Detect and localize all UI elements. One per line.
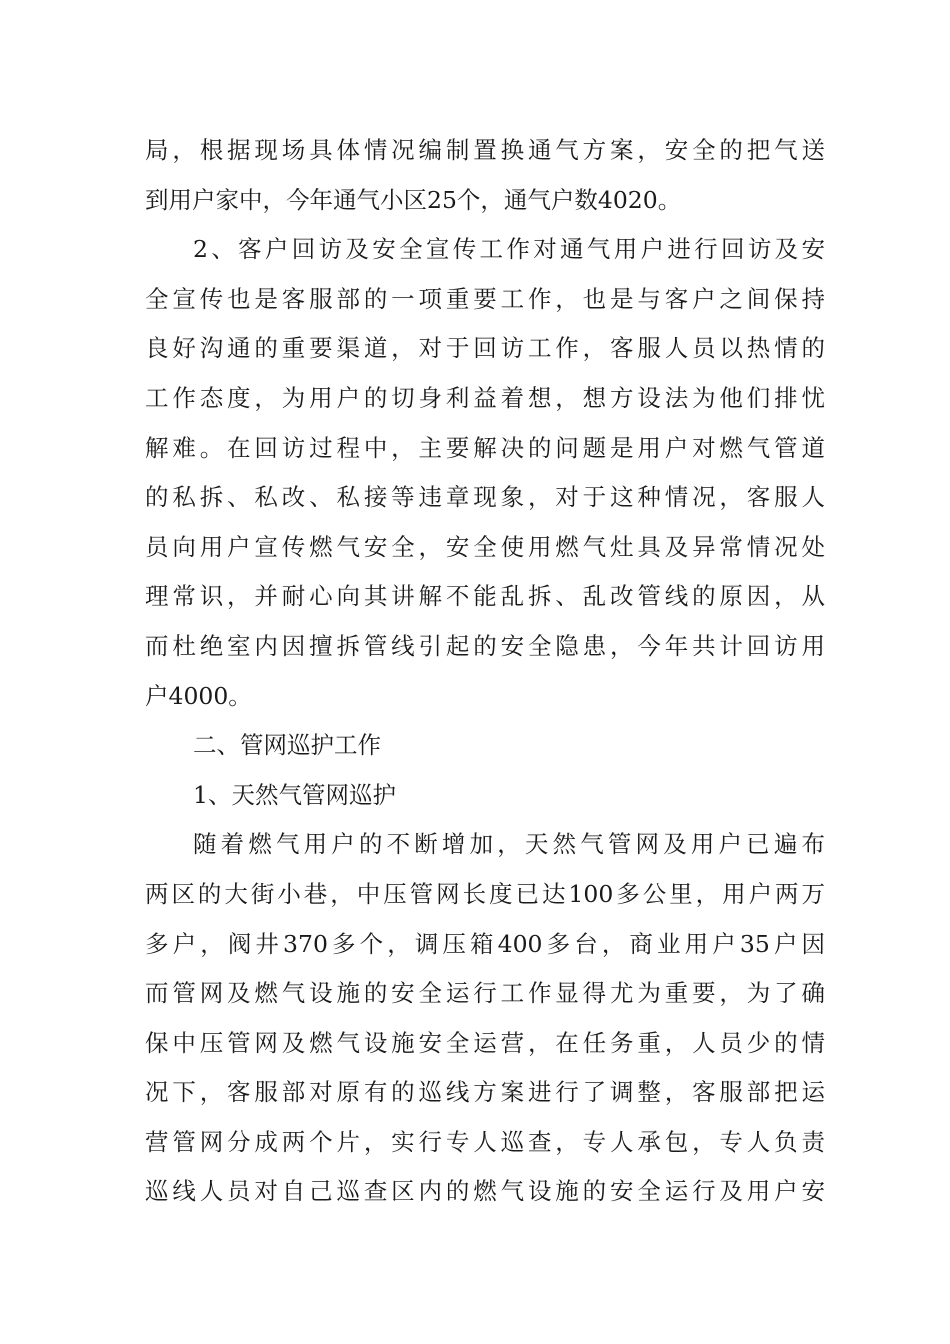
paragraph-line: 保中压管网及燃气设施安全运营，在任务重，人员少的情 xyxy=(145,1028,825,1057)
paragraph-line: 多户，阀井370多个，调压箱400多台，商业用户35户因 xyxy=(145,929,825,958)
section-heading: 二、管网巡护工作 xyxy=(193,731,381,760)
paragraph-line: 解难。在回访过程中，主要解决的问题是用户对燃气管道 xyxy=(145,433,825,462)
paragraph-line: 户4000。 xyxy=(145,681,252,710)
paragraph-line: 良好沟通的重要渠道，对于回访工作，客服人员以热情的 xyxy=(145,334,825,363)
paragraph-line: 营管网分成两个片，实行专人巡查，专人承包，专人负责 xyxy=(145,1127,825,1156)
paragraph-line: 而杜绝室内因擅拆管线引起的安全隐患，今年共计回访用 xyxy=(145,631,825,660)
paragraph-line: 巡线人员对自己巡查区内的燃气设施的安全运行及用户安 xyxy=(145,1177,825,1206)
paragraph-line: 全宣传也是客服部的一项重要工作，也是与客户之间保持 xyxy=(145,284,825,313)
paragraph-line: 局，根据现场具体情况编制置换通气方案，安全的把气送 xyxy=(145,136,825,164)
paragraph-line: 2、客户回访及安全宣传工作对通气用户进行回访及安 xyxy=(193,235,825,264)
paragraph-line: 到用户家中，今年通气小区25个，通气户数4020。 xyxy=(145,185,682,214)
paragraph-line: 而管网及燃气设施的安全运行工作显得尤为重要，为了确 xyxy=(145,979,825,1008)
paragraph-line: 理常识，并耐心向其讲解不能乱拆、乱改管线的原因，从 xyxy=(145,582,825,611)
paragraph-line: 工作态度，为用户的切身利益着想，想方设法为他们排忧 xyxy=(145,383,825,412)
paragraph-line: 况下，客服部对原有的巡线方案进行了调整，客服部把运 xyxy=(145,1078,825,1107)
paragraph-line: 随着燃气用户的不断增加，天然气管网及用户已遍布 xyxy=(193,830,825,859)
subsection-heading: 1、天然气管网巡护 xyxy=(193,780,396,809)
paragraph-line: 员向用户宣传燃气安全，安全使用燃气灶具及异常情况处 xyxy=(145,532,825,561)
document-body xyxy=(145,126,825,1217)
paragraph-line: 的私拆、私改、私接等违章现象，对于这种情况，客服人 xyxy=(145,483,825,512)
paragraph-line: 两区的大街小巷，中压管网长度已达100多公里，用户两万 xyxy=(145,879,825,908)
